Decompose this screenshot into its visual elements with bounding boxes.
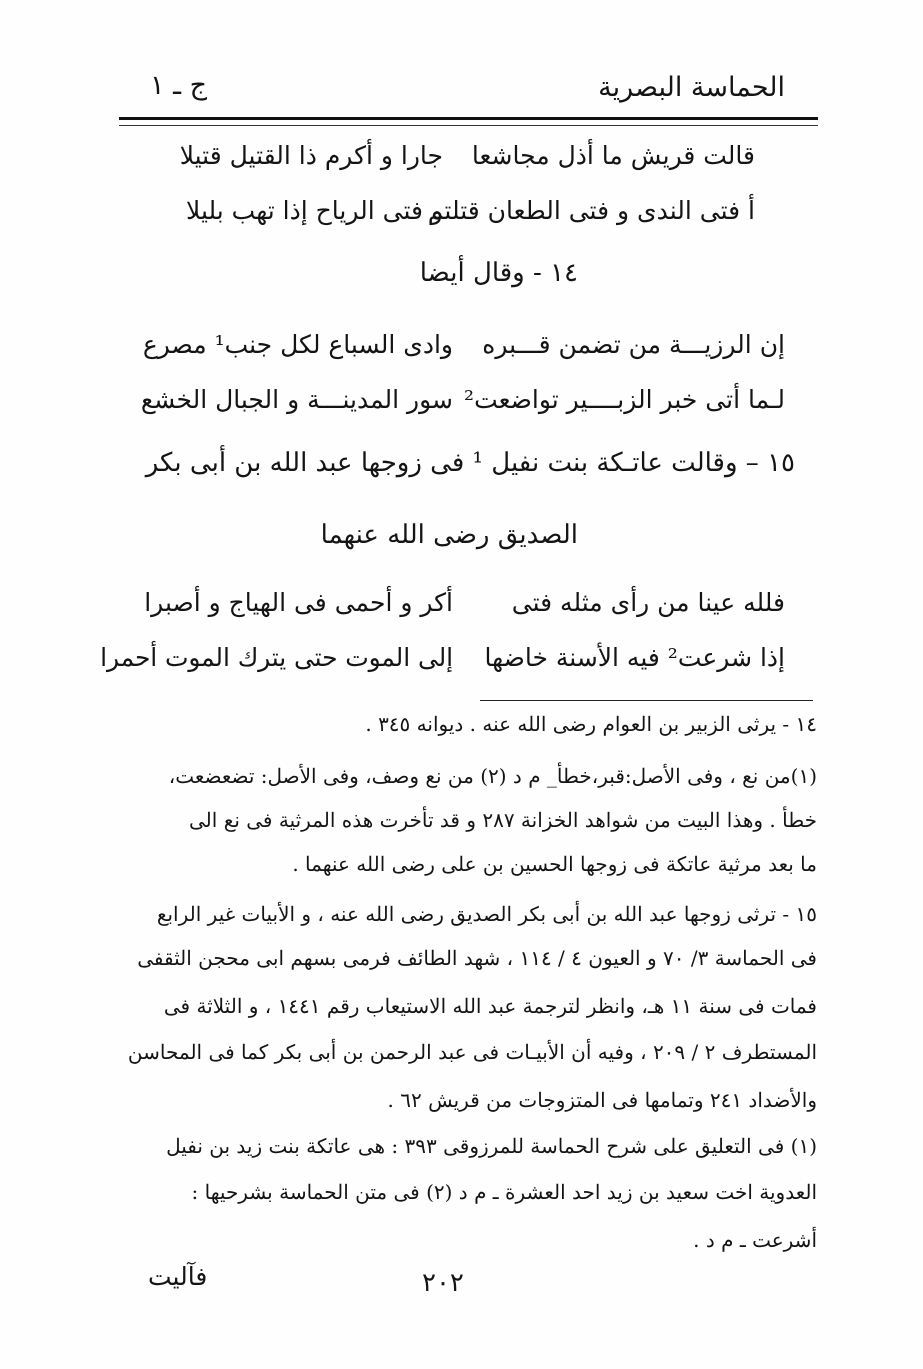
poem-15-heading-line2: الصديق رضى الله عنهما — [320, 520, 578, 550]
poem-15-heading-line1: ١٥ – وقالت عاتـكة بنت نفيل ¹ فى زوجها عبد الله بن أبى بكر — [145, 448, 795, 478]
volume-label: ج ـ ١ — [150, 70, 208, 101]
verse-1-right-hemistich: قالت قريش ما أذل مجاشعا — [471, 141, 755, 170]
footnote-line-11: العدوية اخت سعيد بن زيد احد العشرة ـ م د (٢) فى متن الحماسة بشرحيها : — [191, 1180, 817, 1204]
footnote-line-4: ما بعد مرثية عاتكة فى زوجها الحسين بن على رضى الله عنهما . — [292, 852, 817, 876]
verse-5-left-hemistich: أكر و أحمى فى الهياج و أصبرا — [144, 588, 453, 617]
footnote-line-8: المستطرف ٢ / ٢٠٩ ، وفيه أن الأبيـات فى عبد الرحمن بن أبى بكر كما فى المحاسن — [127, 1040, 817, 1064]
verse-1-left-hemistich: جارا و أكرم ذا القتيل قتيلا — [179, 141, 443, 170]
footnote-line-1: ١٤ - يرثى الزبير بن العوام رضى الله عنه . ديوانه ٣٤٥ . — [365, 712, 817, 736]
footnote-line-9: والأضداد ٢٤١ وتمامها فى المتزوجات من قريش ٦٢ . — [387, 1088, 817, 1112]
verse-6-left-hemistich: إلى الموت حتى يترك الموت أحمرا — [100, 643, 453, 672]
verse-4-right-hemistich: لـما أتى خبر الزبــــير تواضعت² — [464, 385, 785, 414]
verse-5-right-hemistich: فلله عينا من رأى مثله فتى — [511, 588, 785, 617]
header-rule-thick — [119, 117, 818, 120]
verse-3-left-hemistich: وادى السباع لكل جنب¹ مصرع — [142, 330, 453, 359]
catchword: فآليت — [148, 1262, 208, 1291]
header-rule-thin — [119, 125, 818, 126]
footnote-line-10: (١) فى التعليق على شرح الحماسة للمرزوقى ٣٩٣ : هى عاتكة بنت زيد بن نفيل — [166, 1134, 817, 1158]
footnote-line-6: فى الحماسة ٣/ ٧٠ و العيون ٤ / ١١٤ ، شهد الطائف فرمى بسهم ابى محجن الثقفى — [137, 946, 817, 970]
footnote-rule — [480, 700, 813, 701]
verse-4-left-hemistich: سور المدينـــة و الجبال الخشع — [140, 385, 453, 414]
footnote-line-5: ١٥ - ترثى زوجها عبد الله بن أبى بكر الصديق رضى الله عنه ، و الأبيات غير الرابع — [156, 902, 817, 926]
footnote-line-3: خطأ . وهذا البيت من شواهد الخزانة ٢٨٧ و قد تأخرت هذه المرثية فى نع الى — [189, 808, 817, 832]
page-number: ٢٠٢ — [422, 1268, 464, 1298]
verse-2-left-hemistich: و فتى الرياح إذا تهب بليلا — [186, 196, 443, 225]
verse-6-right-hemistich: إذا شرعت² فيه الأسنة خاضها — [484, 643, 785, 672]
footnote-line-12: أشرعت ـ م د . — [693, 1228, 817, 1252]
verse-3-right-hemistich: إن الرزيـــة من تضمن قـــبره — [482, 330, 785, 359]
poem-14-heading: ١٤ - وقال أيضا — [419, 258, 578, 288]
verse-2-right-hemistich: أ فتى الندى و فتى الطعان قتلتم — [427, 196, 755, 225]
running-title: الحماسة البصرية — [598, 72, 785, 103]
footnote-line-2: (١)من نع ، وفى الأصل:قبر،خطأ_ م د (٢) من نع وصف، وفى الأصل: تضعضعت، — [168, 764, 817, 788]
footnote-line-7: فمات فى سنة ١١ هـ، وانظر لترجمة عبد الله الاستيعاب رقم ١٤٤١ ، و الثلاثة فى — [163, 994, 817, 1018]
